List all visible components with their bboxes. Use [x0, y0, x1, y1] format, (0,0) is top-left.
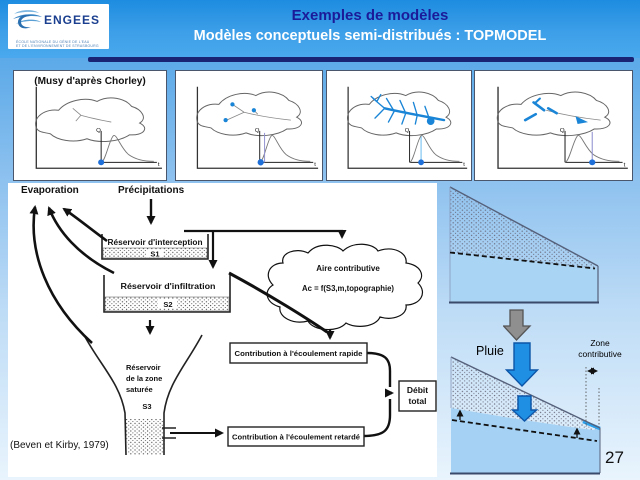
- pluie-label: Pluie: [476, 344, 504, 358]
- svg-text:Q: Q: [559, 127, 565, 134]
- peak-marker: [418, 159, 424, 165]
- title-line-2: Modèles conceptuels semi-distribués : TOPMODEL: [193, 28, 547, 44]
- transition-arrow-icon: [503, 309, 533, 342]
- svg-text:Débit: Débit: [406, 385, 429, 395]
- contributive-area-cloud: [267, 244, 422, 329]
- sature-label-3: saturée: [126, 385, 153, 394]
- hydrograph: [560, 127, 626, 168]
- outlet-marker: [98, 159, 104, 165]
- lake-patch: [427, 117, 435, 125]
- title-block: [105, 6, 635, 47]
- s1-label: S1: [150, 249, 160, 259]
- infiltration-reservoir: [104, 275, 230, 312]
- interception-reservoir: [102, 234, 208, 259]
- saturated-zone-reservoir: [84, 335, 202, 455]
- catchment-outline: [197, 92, 302, 136]
- recession-marker: [589, 159, 595, 165]
- catchment-panel-1: [13, 70, 167, 181]
- catchment-panel-4: [474, 70, 633, 181]
- svg-text:t: t: [314, 162, 316, 169]
- svg-text:t: t: [157, 162, 160, 169]
- svg-text:total: total: [408, 396, 427, 406]
- zone-contributive-label: Zone contributive: [578, 338, 622, 359]
- hydrograph: [96, 128, 160, 168]
- catchment-panel-2: [175, 70, 323, 181]
- catchment-panel-3: [326, 70, 472, 181]
- svg-text:Q: Q: [96, 127, 101, 134]
- catchment-outline: [36, 98, 145, 142]
- aire-contributive-label: Aire contributive: [316, 264, 380, 273]
- contribution-retarde-box: [228, 427, 364, 446]
- hillslope-initial-state: [443, 184, 603, 308]
- title-line-1: Exemples de modèles: [291, 7, 449, 24]
- topmodel-diagram-panel: [8, 183, 437, 477]
- s3-label: S3: [142, 402, 152, 411]
- debit-total-box: [399, 381, 436, 411]
- svg-text:Contribution à l'écoulement re: Contribution à l'écoulement retardé: [232, 432, 360, 442]
- svg-text:Q: Q: [404, 127, 410, 134]
- svg-text:t: t: [623, 161, 626, 169]
- contribution-rapide-box: [230, 343, 367, 363]
- sature-label-1: Réservoir: [126, 363, 161, 372]
- s2-label: S2: [163, 300, 173, 309]
- svg-text:Q: Q: [254, 127, 260, 134]
- evaporation-label: Evaporation: [21, 185, 79, 196]
- outlet-marker: [258, 159, 264, 165]
- hydrograph: [405, 128, 466, 168]
- rain-arrow-icon: [507, 343, 538, 386]
- catchment-outline: [497, 92, 610, 136]
- aire-formula-label: Ac = f(S3,m,topographie): [302, 284, 395, 293]
- page-number: 27: [605, 448, 624, 467]
- infiltration-label: Réservoir d'infiltration: [120, 282, 216, 291]
- hillslope-rain-state: [443, 340, 603, 477]
- evaporation-arrows: [34, 207, 114, 343]
- logo-subtitle-1: ÉCOLE NATIONALE DU GÉNIE DE L'EAU: [16, 40, 90, 44]
- logo-name: ENGEES: [44, 13, 101, 27]
- zone-guide-lines: [586, 367, 599, 427]
- catchment-outline: [347, 92, 450, 136]
- citation-label: (Beven et Kirby, 1979): [10, 440, 109, 451]
- panel-caption: (Musy d'après Chorley): [34, 75, 146, 87]
- divider-bar: [88, 57, 634, 62]
- partial-streams: [525, 98, 556, 120]
- hydrograph: [255, 128, 316, 168]
- interception-label: Réservoir d'interception: [107, 238, 203, 247]
- svg-text:Contribution à l'écoulement ra: Contribution à l'écoulement rapide: [234, 349, 363, 358]
- logo-subtitle-2: ET DE L'ENVIRONNEMENT DE STRASBOURG: [16, 44, 99, 48]
- engees-logo: [8, 4, 109, 49]
- precipitations-label: Précipitations: [118, 185, 185, 196]
- svg-text:t: t: [463, 162, 465, 169]
- sature-label-2: de la zone: [126, 374, 163, 383]
